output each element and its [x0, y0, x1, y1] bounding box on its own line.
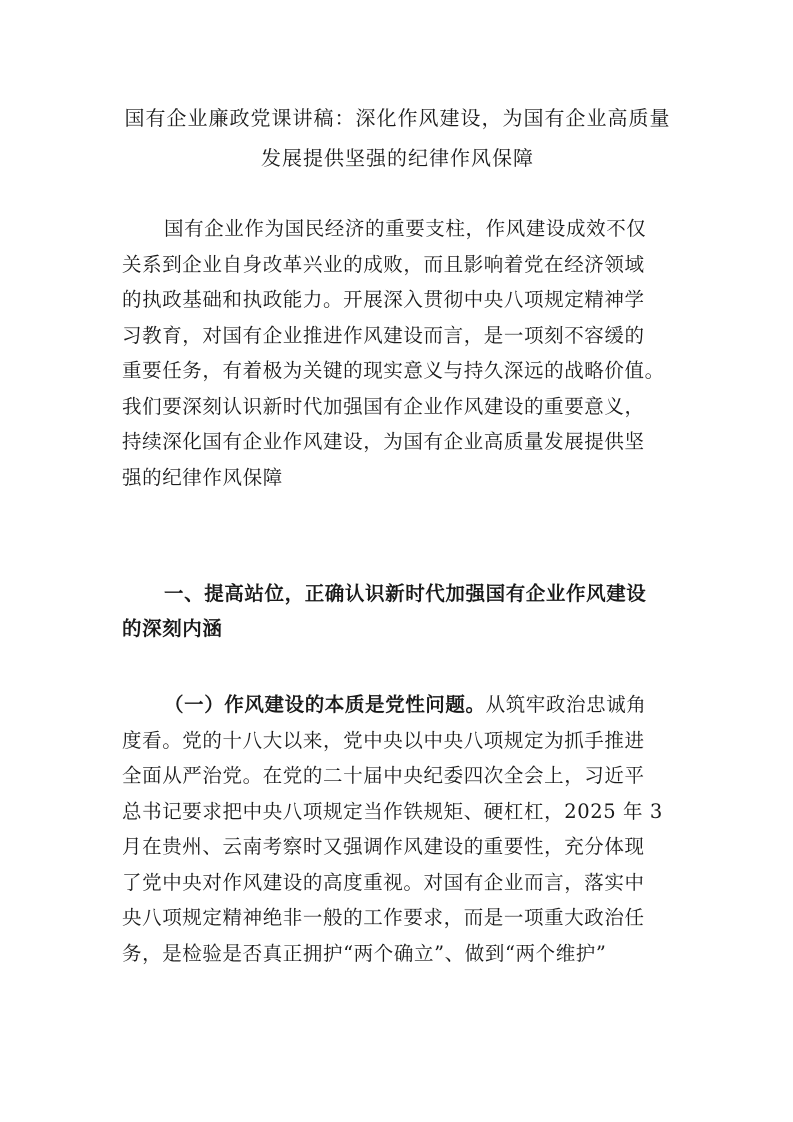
subsection-1-line: 全面从严治党。在党的二十届中央纪委四次全会上，习近平	[122, 764, 645, 787]
intro-line: 习教育，对国有企业推进作风建设而言，是一项刻不容缓的	[122, 323, 645, 347]
intro-line: 重要任务，有着极为关键的现实意义与持久深远的战略价值。	[122, 359, 665, 382]
subsection-1-first-line	[122, 687, 682, 723]
title-line-1: 国有企业廉政党课讲稿：深化作风建设，为国有企业高质量	[124, 106, 671, 130]
subsection-1-heading: （一）作风建设的本质是党性问题。	[164, 693, 486, 716]
intro-line: 的执政基础和执政能力。开展深入贯彻中央八项规定精神学	[122, 288, 645, 311]
title-line-2: 发展提供坚强的纪律作风保障	[261, 146, 534, 170]
intro-line: 持续深化国有企业作风建设，为国有企业高质量发展提供坚	[122, 430, 645, 453]
intro-line: 强的纪律作风保障	[122, 465, 283, 489]
intro-paragraph	[122, 211, 682, 495]
subsection-1-paragraph	[122, 687, 682, 971]
intro-line: 关系到企业自身改革兴业的成败，而且影响着党在经济领域	[122, 252, 645, 276]
subsection-1-first-line-rest: 从筑牢政治忠诚角	[485, 693, 647, 716]
subsection-1-line: 月在贵州、云南考察时又强调作风建设的重要性，充分体现	[122, 835, 645, 858]
section-1-heading-line-1: 一、提高站位，正确认识新时代加强国有企业作风建设	[164, 582, 647, 605]
section-1-heading	[122, 576, 682, 646]
intro-line: 国有企业作为国民经济的重要支柱，作风建设成效不仅	[164, 217, 647, 240]
intro-line: 我们要深刻认识新时代加强国有企业作风建设的重要意义，	[122, 394, 645, 418]
subsection-1-line: 总书记要求把中央八项规定当作铁规矩、硬杠杠，2025 年 3	[122, 799, 663, 823]
subsection-1-line: 了党中央对作风建设的高度重视。对国有企业而言，落实中	[122, 870, 645, 894]
subsection-1-line: 务，是检验是否真正拥护“两个确立”、做到“两个维护”	[122, 941, 607, 965]
subsection-1-line: 央八项规定精神绝非一般的工作要求，而是一项重大政治任	[122, 906, 645, 929]
document-title	[110, 98, 685, 178]
section-1-heading-line-2: 的深刻内涵	[122, 617, 223, 640]
subsection-1-line: 度看。党的十八大以来，党中央以中央八项规定为抓手推进	[122, 728, 645, 752]
